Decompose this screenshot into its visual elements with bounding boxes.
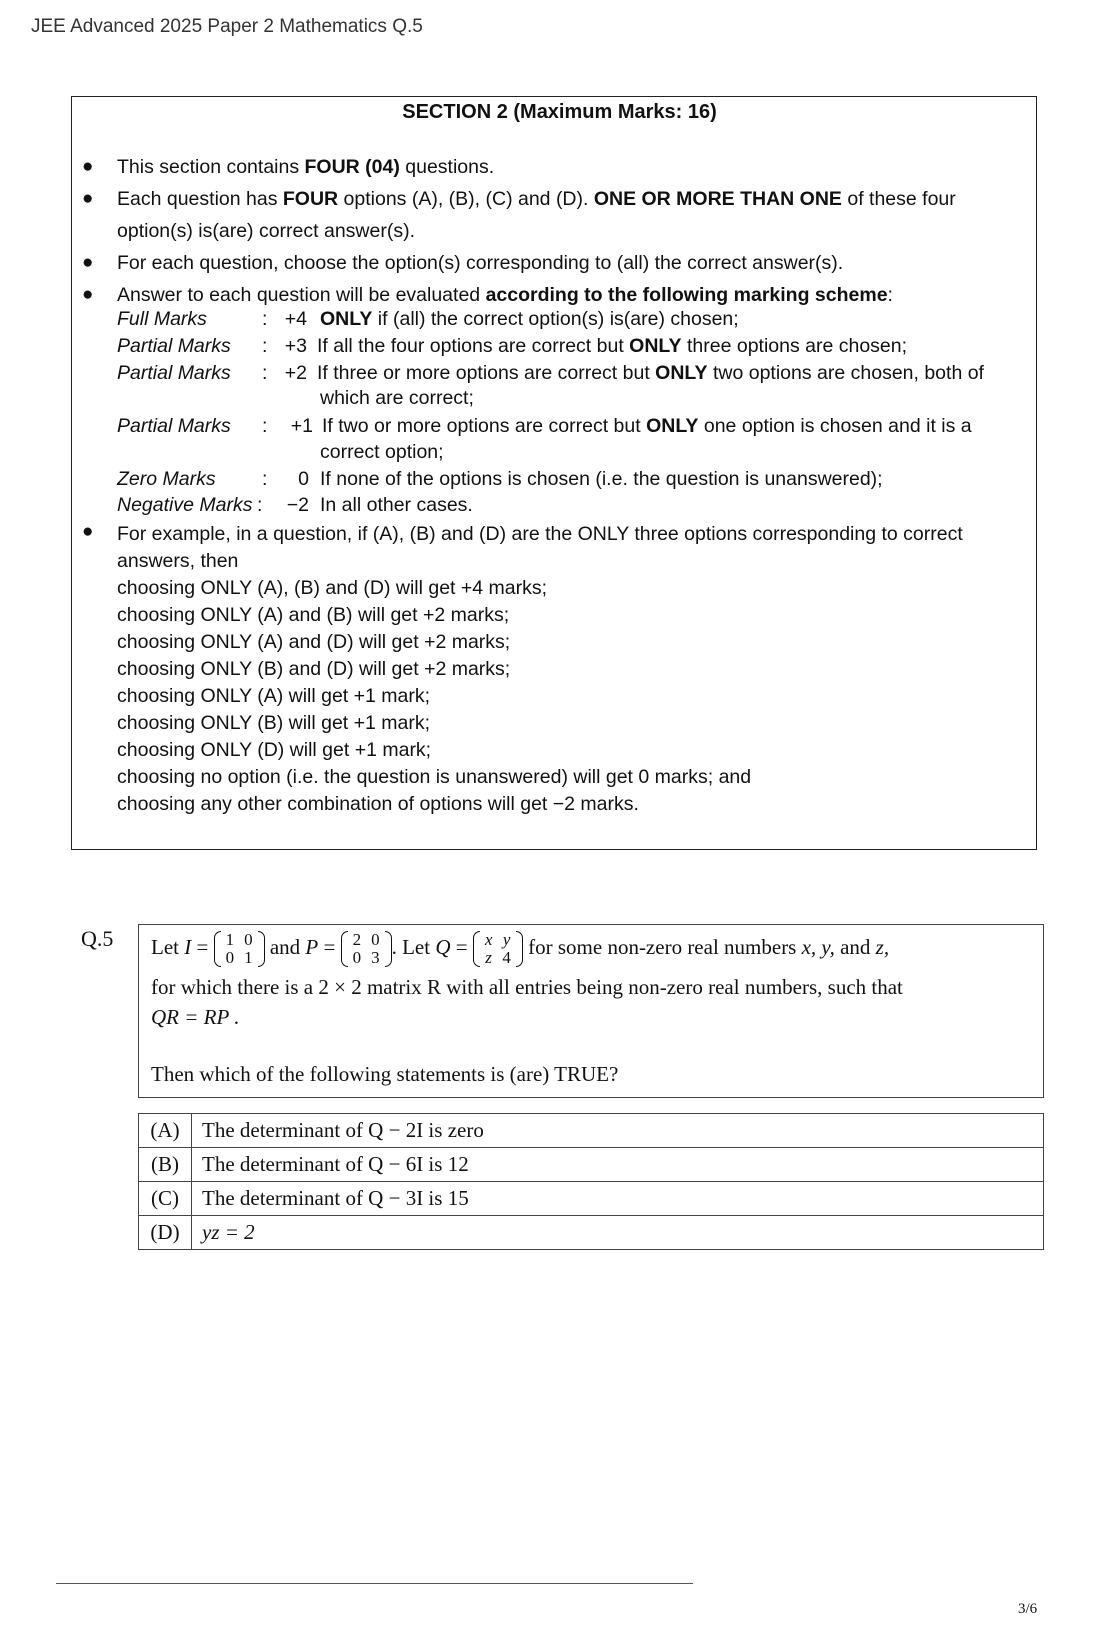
marking-label: Full Marks — [117, 308, 207, 330]
marking-points: +2 — [284, 362, 307, 384]
text: and — [840, 934, 871, 959]
bullet-icon: ● — [82, 156, 94, 177]
text: three options are chosen; — [681, 335, 908, 357]
question-line-1 — [151, 931, 889, 967]
matrix-I — [214, 931, 265, 967]
marking-label: Partial Marks — [117, 335, 231, 357]
bullet-icon: ● — [82, 284, 94, 305]
equals-sign: = — [455, 934, 468, 959]
text: For each question, choose the option(s) corresponding to (all) the correct answer(s). — [117, 252, 844, 274]
example-line: choosing ONLY (D) will get +1 mark; — [117, 739, 432, 761]
question-line-2: for which there is a 2 × 2 matrix R with all entries being non-zero real numbers, such that — [151, 975, 903, 999]
colon: : — [262, 415, 268, 437]
example-line: choosing ONLY (A) and (B) will get +2 marks; — [117, 604, 510, 626]
matrix-entry: 0 — [371, 930, 380, 949]
text: In all other cases. — [320, 494, 473, 516]
text: Answer to each question will be evaluated — [117, 284, 486, 306]
bold-text: ONLY — [629, 335, 682, 357]
matrix-entry: y — [502, 930, 511, 949]
option-label[interactable]: (D) — [139, 1216, 192, 1250]
example-intro: For example, in a question, if (A), (B) and (D) are the ONLY three options corresponding to correct — [117, 523, 963, 545]
option-text[interactable]: The determinant of Q − 6I is 12 — [192, 1148, 1044, 1182]
bold-text: ONLY — [655, 362, 708, 384]
matrix-entry: 2 — [352, 930, 362, 949]
matrix-entry: 0 — [244, 930, 253, 949]
text: for some non-zero real numbers — [528, 934, 797, 959]
instruction-item — [82, 279, 1022, 311]
colon: : — [257, 494, 263, 516]
matrix-entry: z — [485, 948, 492, 967]
text: This section contains — [117, 156, 305, 178]
math-var: x, y, — [801, 934, 835, 959]
marking-points: +4 — [284, 308, 307, 330]
equals-sign: = — [323, 934, 336, 959]
math-var: z, — [875, 934, 890, 959]
option-row[interactable] — [139, 1114, 1044, 1148]
text: questions. — [399, 156, 495, 178]
instruction-item — [82, 151, 1022, 183]
bold-text: ONLY — [320, 308, 373, 330]
matrix-entry: x — [484, 930, 493, 949]
options-table — [138, 1113, 1044, 1250]
marking-label: Zero Marks — [117, 468, 216, 490]
text: and — [269, 934, 301, 959]
matrix-entry: 0 — [225, 948, 235, 967]
option-text[interactable]: yz = 2 — [192, 1216, 1044, 1250]
text: one option is chosen and it is a — [698, 415, 972, 437]
option-text[interactable]: The determinant of Q − 3I is 15 — [192, 1182, 1044, 1216]
marking-label: Partial Marks — [117, 362, 231, 384]
instruction-list — [82, 151, 1022, 311]
text: . — [391, 934, 397, 959]
text: If three or more options are correct but — [317, 362, 656, 384]
option-label[interactable]: (A) — [139, 1114, 192, 1148]
marking-points: 0 — [298, 468, 309, 490]
example-intro: answers, then — [117, 550, 239, 572]
instruction-item — [82, 247, 1022, 279]
colon: : — [262, 335, 268, 357]
text: two options are chosen, both of — [707, 362, 984, 384]
math-var: P — [305, 934, 319, 959]
text: : — [887, 284, 893, 306]
page-number: 3/6 — [1018, 1601, 1038, 1617]
marking-points: +3 — [284, 335, 307, 357]
text: Let — [402, 934, 431, 959]
question-number: Q.5 — [81, 926, 114, 951]
equals-sign: = — [196, 934, 209, 959]
colon: : — [262, 362, 268, 384]
page-header: JEE Advanced 2025 Paper 2 Mathematics Q.5 — [31, 16, 423, 37]
option-row[interactable] — [139, 1216, 1044, 1250]
text: of these four — [841, 188, 956, 210]
option-label[interactable]: (B) — [139, 1148, 192, 1182]
bold-text: FOUR — [282, 188, 339, 210]
text: which are correct; — [320, 387, 474, 409]
bullet-icon: ● — [82, 188, 94, 209]
example-line: choosing any other combination of options will get −2 marks. — [117, 793, 639, 815]
question-prompt: Then which of the following statements is (are) TRUE? — [151, 1062, 619, 1086]
text: if (all) the correct option(s) is(are) chosen; — [372, 308, 739, 330]
text: Let — [151, 934, 179, 959]
matrix-entry: 1 — [244, 948, 253, 967]
text: correct option; — [320, 441, 444, 463]
marking-label: Partial Marks — [117, 415, 231, 437]
bold-text: ONE OR MORE THAN ONE — [593, 188, 842, 210]
section-title: SECTION 2 (Maximum Marks: 16) — [402, 101, 717, 123]
option-row[interactable] — [139, 1182, 1044, 1216]
example-line: choosing ONLY (A) will get +1 mark; — [117, 685, 431, 707]
question-box — [138, 924, 1044, 1098]
example-line: choosing no option (i.e. the question is unanswered) will get 0 marks; and — [117, 766, 752, 788]
matrix-P — [341, 931, 392, 967]
example-block — [117, 521, 963, 818]
question-line-3: QR = RP . — [151, 1005, 240, 1029]
bullet-icon: ● — [82, 252, 94, 273]
colon: : — [262, 308, 268, 330]
option-label[interactable]: (C) — [139, 1182, 192, 1216]
example-line: choosing ONLY (B) and (D) will get +2 marks; — [117, 658, 511, 680]
example-line: choosing ONLY (A), (B) and (D) will get +4 marks; — [117, 577, 548, 599]
text: If two or more options are correct but — [322, 415, 647, 437]
option-text[interactable]: The determinant of Q − 2I is zero — [192, 1114, 1044, 1148]
text: If all the four options are correct but — [317, 335, 630, 357]
text: option(s) is(are) correct answer(s). — [117, 220, 415, 242]
matrix-entry: 3 — [371, 948, 380, 967]
marking-points: +1 — [290, 415, 313, 437]
option-row[interactable] — [139, 1148, 1044, 1182]
marking-label: Negative Marks — [117, 494, 253, 516]
matrix-entry: 0 — [352, 948, 362, 967]
text: Each question has — [117, 188, 283, 210]
math-var: Q — [435, 934, 451, 959]
example-line: choosing ONLY (A) and (D) will get +2 marks; — [117, 631, 511, 653]
colon: : — [262, 468, 268, 490]
bold-text: ONLY — [646, 415, 699, 437]
math-var: I — [184, 934, 192, 959]
text: options (A), (B), (C) and (D). — [338, 188, 594, 210]
marking-points: −2 — [286, 494, 309, 516]
text: If none of the options is chosen (i.e. the question is unanswered); — [320, 468, 883, 490]
matrix-entry: 4 — [502, 948, 511, 967]
bullet-icon: ● — [82, 521, 94, 542]
example-line: choosing ONLY (B) will get +1 mark; — [117, 712, 431, 734]
matrix-Q — [473, 931, 523, 967]
matrix-entry: 1 — [225, 930, 235, 949]
footer-rule — [56, 1583, 693, 1584]
bold-text: according to the following marking scheme — [485, 284, 888, 306]
instruction-item — [82, 183, 1022, 247]
bold-text: FOUR (04) — [304, 156, 400, 178]
